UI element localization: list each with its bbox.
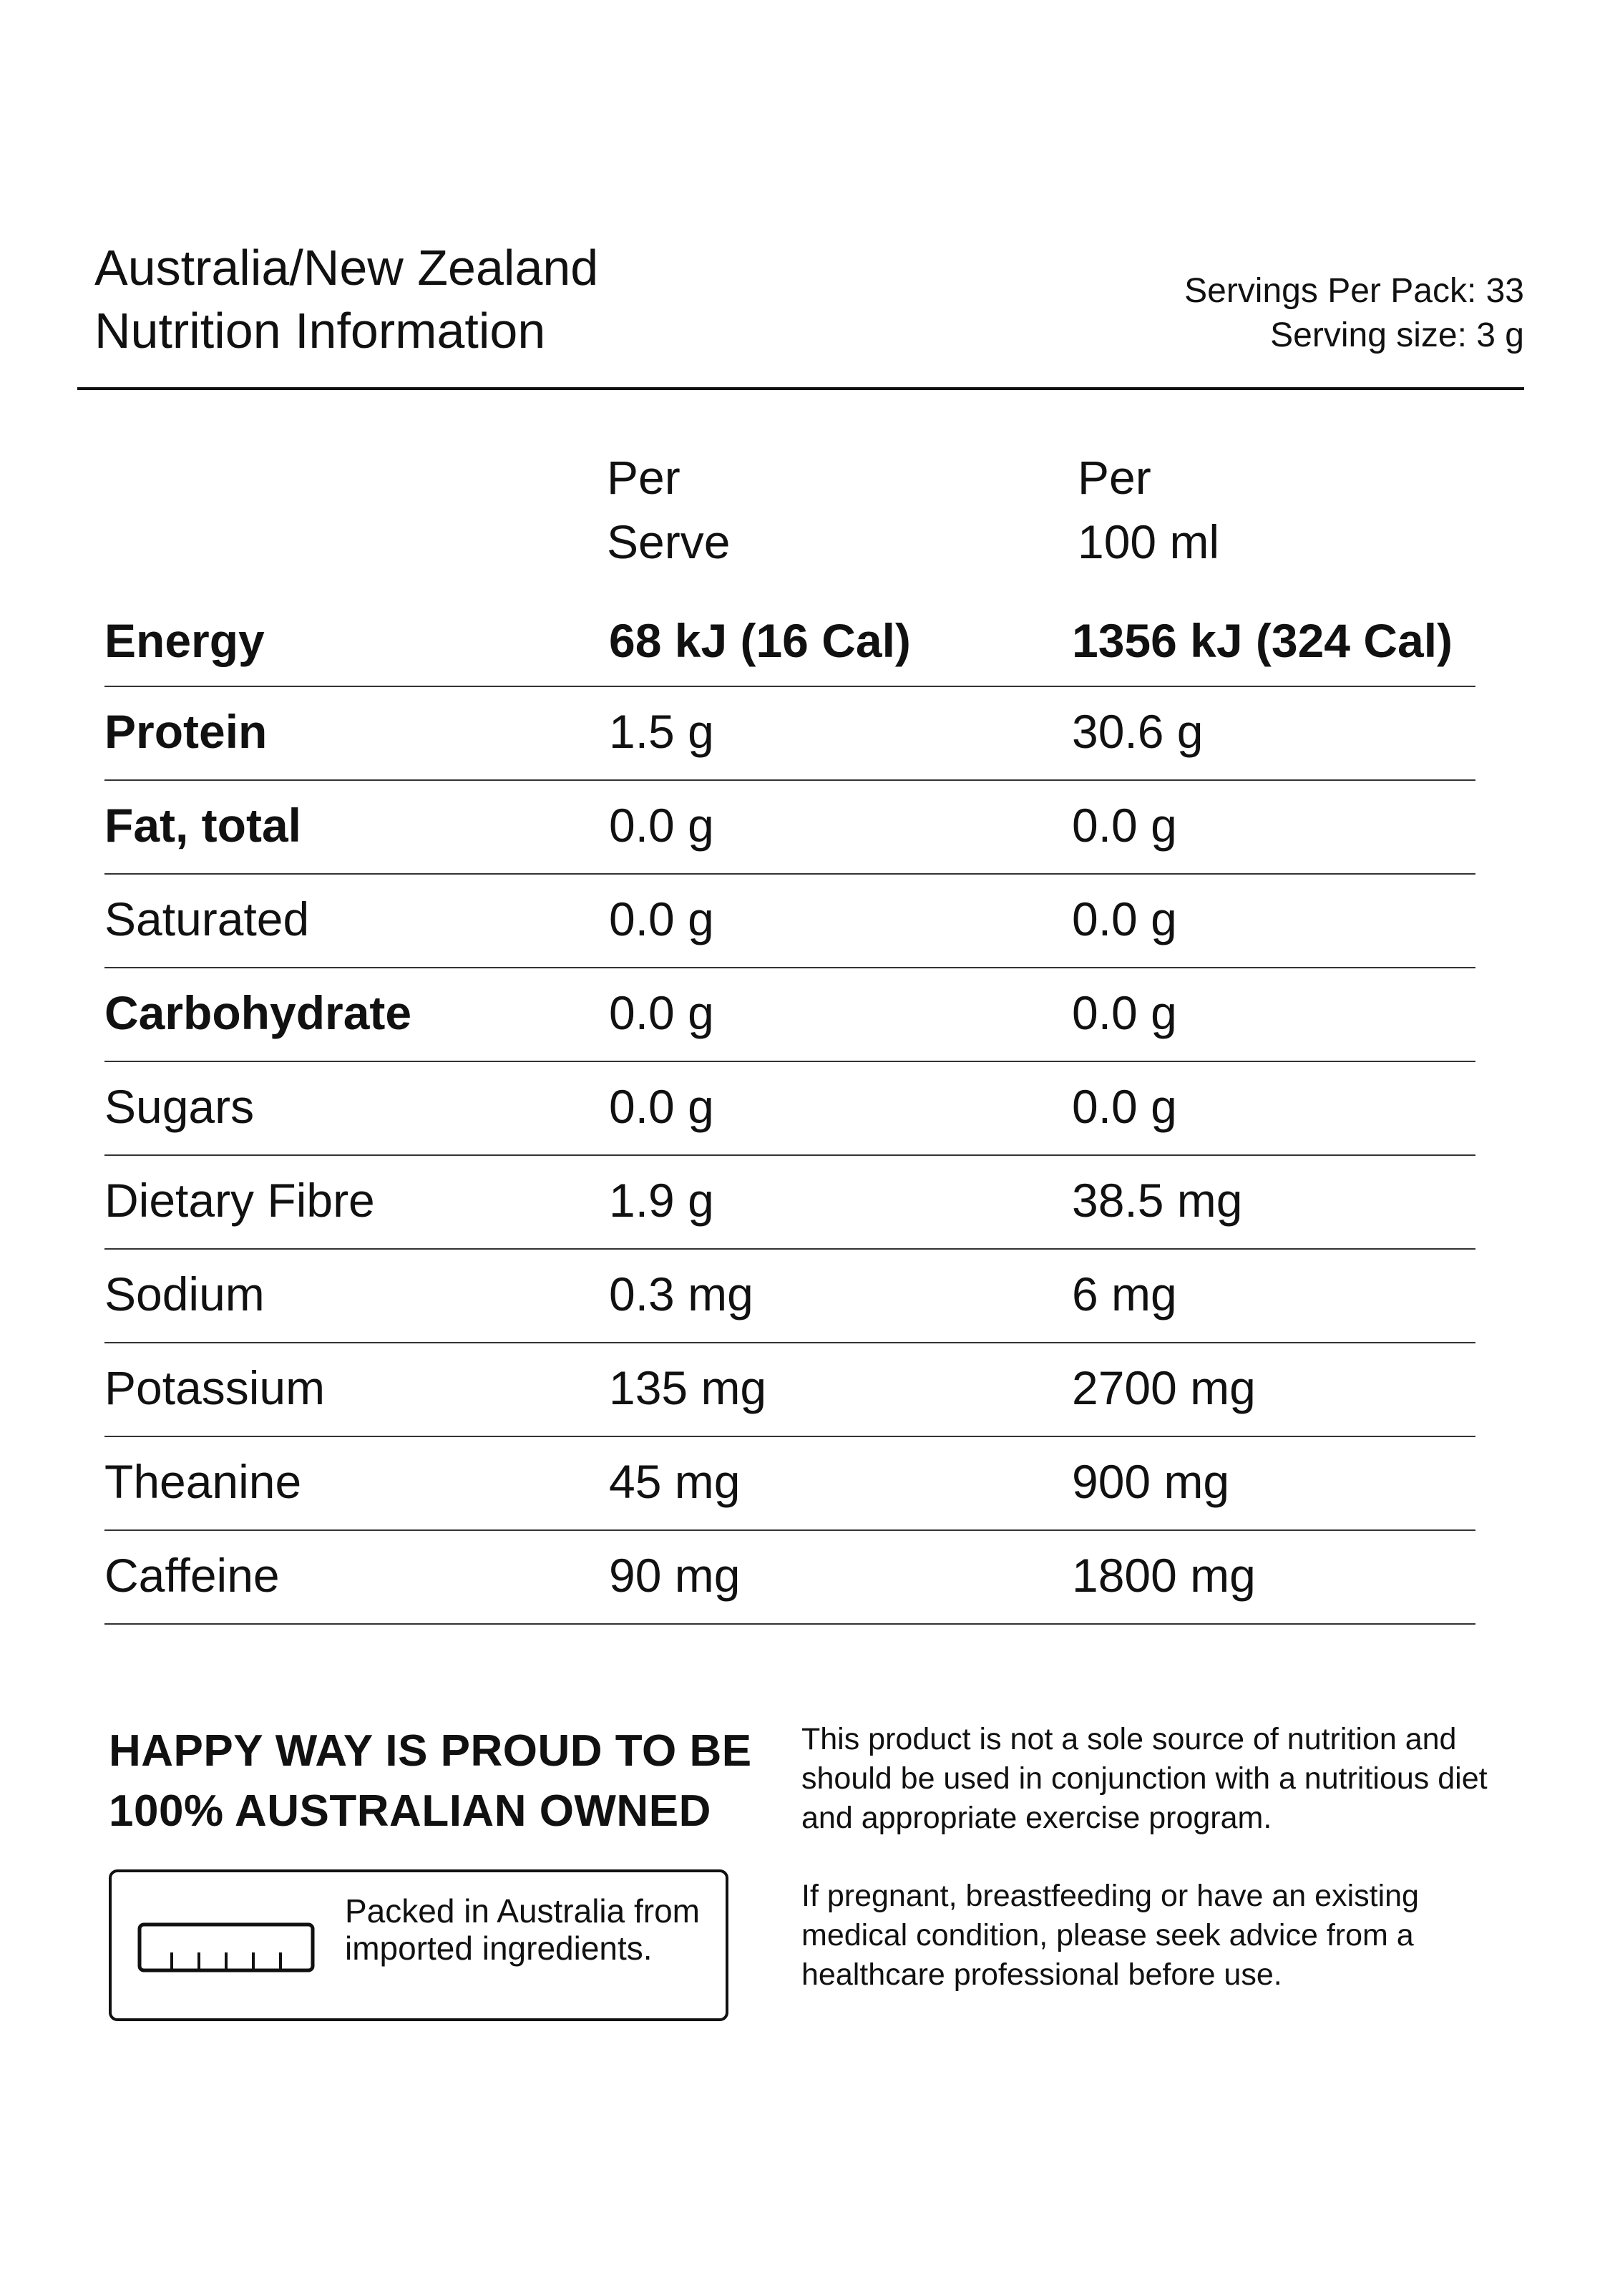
nutrient-name: Dietary Fibre: [104, 1174, 375, 1227]
nutrient-name: Sodium: [104, 1268, 265, 1320]
title-line-1: Australia/New Zealand: [94, 240, 599, 296]
title-line-2: Nutrition Information: [94, 303, 546, 359]
table-row-dietary-fibre: [104, 1156, 1475, 1250]
per-100-value: 0.0 g: [1072, 892, 1177, 945]
owned-line-1: HAPPY WAY IS PROUD TO BE: [109, 1726, 752, 1776]
column-header-per-serve: [607, 445, 965, 574]
per-serve-line-2: Serve: [607, 515, 731, 568]
per-100-value: 0.0 g: [1072, 799, 1177, 852]
per-serve-value: 45 mg: [609, 1455, 741, 1508]
header-divider: [77, 387, 1524, 390]
nutrient-name: Protein: [104, 705, 268, 758]
per-serve-value: 90 mg: [609, 1549, 741, 1602]
nutrient-name: Potassium: [104, 1361, 326, 1414]
serving-info: [1184, 269, 1524, 358]
per-100-value: 38.5 mg: [1072, 1174, 1243, 1227]
serving-size: Serving size: 3 g: [1270, 316, 1524, 354]
per-serve-value: 68 kJ (16 Cal): [609, 614, 911, 667]
table-row-sugars: [104, 1062, 1475, 1156]
per-100-value: 0.0 g: [1072, 986, 1177, 1039]
disclaimer: [801, 1720, 1517, 2033]
per-serve-value: 135 mg: [609, 1361, 767, 1414]
per-serve-value: 1.5 g: [609, 705, 714, 758]
per-100-value: 0.0 g: [1072, 1080, 1177, 1133]
per-serve-line-1: Per: [607, 451, 680, 504]
per-serve-value: 0.0 g: [609, 1080, 714, 1133]
per-serve-value: 1.9 g: [609, 1174, 714, 1227]
disclaimer-nutrition: This product is not a sole source of nutrition and should be used in conjunction with a nutritious diet and appropriate exercise program.: [801, 1722, 1488, 1835]
per-100-value: 1356 kJ (324 Cal): [1072, 614, 1453, 667]
table-row-energy: [104, 596, 1475, 687]
nutrient-name: Saturated: [104, 892, 310, 945]
per-100-line-1: Per: [1078, 451, 1151, 504]
per-serve-value: 0.0 g: [609, 986, 714, 1039]
table-row-sodium: [104, 1250, 1475, 1343]
table-row-fat-total: [104, 781, 1475, 875]
per-serve-value: 0.0 g: [609, 892, 714, 945]
nutrient-name: Carbohydrate: [104, 986, 412, 1039]
nutrition-header: [94, 236, 1524, 379]
table-row-potassium: [104, 1343, 1475, 1437]
column-headers: [0, 445, 1610, 574]
table-row-theanine: [104, 1437, 1475, 1531]
page-title: [94, 236, 598, 362]
packed-text: Packed in Australia from imported ingredients.: [345, 1892, 701, 1967]
per-100-value: 6 mg: [1072, 1268, 1177, 1320]
per-100-value: 900 mg: [1072, 1455, 1230, 1508]
ruler-icon: [137, 1922, 315, 1972]
nutrient-name: Caffeine: [104, 1549, 280, 1602]
nutrient-name: Fat, total: [104, 799, 301, 852]
column-header-per-100ml: [1078, 445, 1435, 574]
per-serve-value: 0.0 g: [609, 799, 714, 852]
disclaimer-medical: If pregnant, breastfeeding or have an existing medical condition, please seek advice from a healthcare professional before use.: [801, 1879, 1419, 1992]
nutrient-name: Sugars: [104, 1080, 255, 1133]
table-row-caffeine: [104, 1531, 1475, 1625]
table-row-saturated: [104, 875, 1475, 968]
servings-per-pack: Servings Per Pack: 33: [1184, 272, 1524, 310]
per-100-value: 1800 mg: [1072, 1549, 1256, 1602]
nutrient-name: Theanine: [104, 1455, 302, 1508]
nutrition-table: [104, 596, 1475, 1625]
table-row-carbohydrate: [104, 968, 1475, 1062]
packed-in-australia-label: [109, 1869, 728, 2021]
owned-line-2: 100% AUSTRALIAN OWNED: [109, 1786, 711, 1836]
table-row-protein: [104, 687, 1475, 781]
per-100-value: 30.6 g: [1072, 705, 1204, 758]
per-100-value: 2700 mg: [1072, 1361, 1256, 1414]
australian-owned-statement: [109, 1721, 767, 1842]
per-serve-value: 0.3 mg: [609, 1268, 753, 1320]
per-100-line-2: 100 ml: [1078, 515, 1220, 568]
nutrient-name: Energy: [104, 614, 265, 667]
